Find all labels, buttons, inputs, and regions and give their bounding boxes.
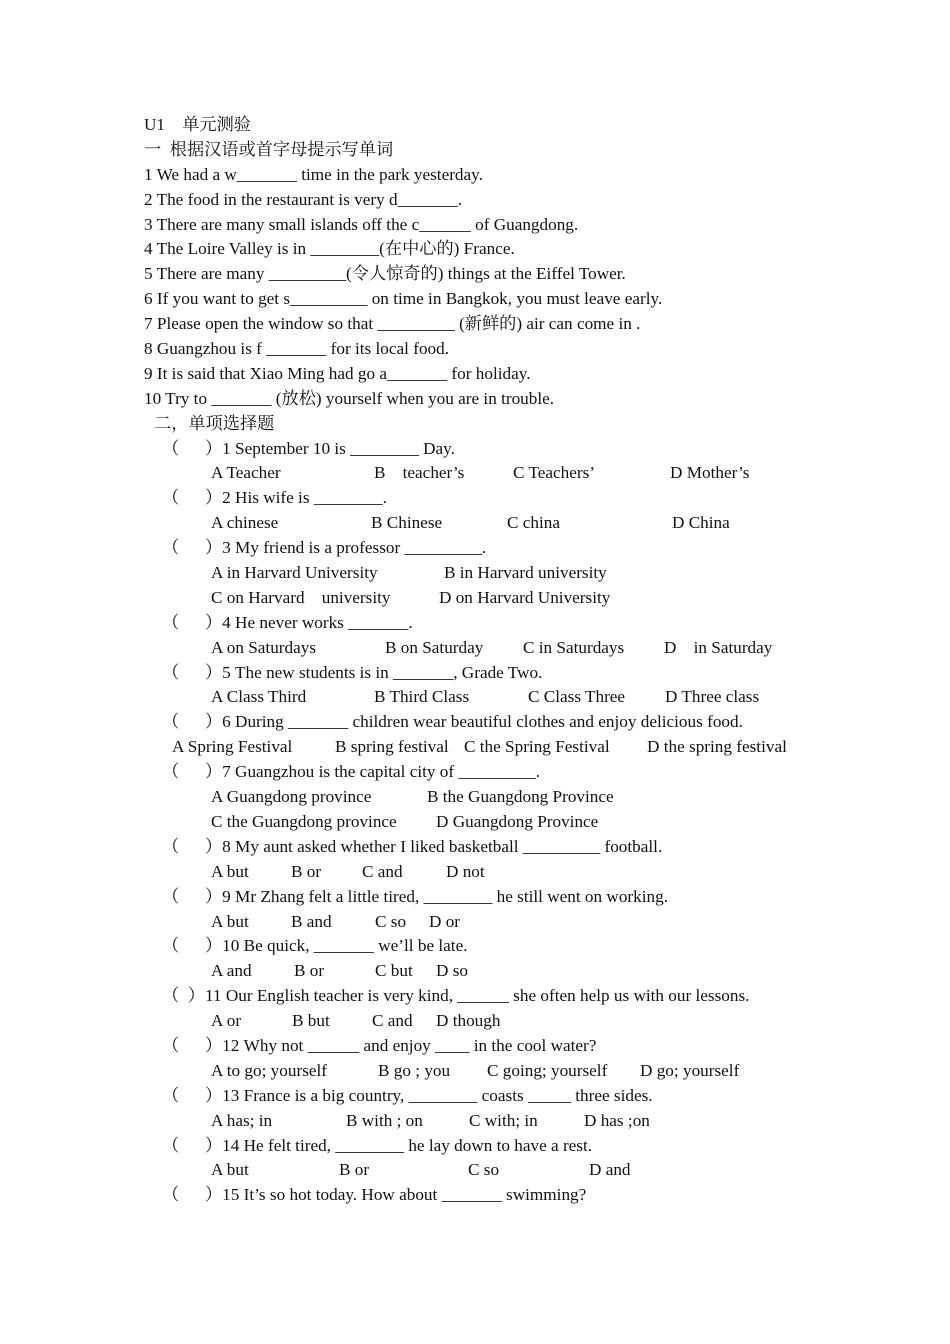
option: C with; in [469,1110,538,1130]
fill-item: 10 Try to _______ (放松) yourself when you are in trouble. [144,388,555,408]
option: A has; in [211,1110,273,1130]
option: D in Saturday [664,637,773,657]
option: D and [589,1160,631,1180]
options-row [0,685,950,710]
mc-question: （ ）13 France is a big country, ________ coasts _____ three sides. [162,1085,653,1105]
option: C going; yourself [487,1060,608,1080]
options-row [0,636,950,661]
options-row [0,461,950,486]
options-row [0,1059,950,1084]
option: B on Saturday [385,637,484,657]
options-row [0,586,950,611]
mc-question: （ ）2 His wife is ________. [162,488,387,508]
fill-item: 5 There are many _________(令人惊奇的) things at the Eiffel Tower. [144,264,626,284]
fill-item: 6 If you want to get s_________ on time in Bangkok, you must leave early. [144,289,663,309]
option: B go ; you [378,1060,451,1080]
option: A to go; yourself [211,1060,328,1080]
mc-question: （ ）4 He never works _______. [162,612,413,632]
option: C Class Three [528,687,626,707]
mc-question: （ ）10 Be quick, _______ we’ll be late. [162,936,468,956]
option: C the Spring Festival [464,737,610,757]
option: D China [672,513,730,533]
option: C and [372,1011,413,1031]
options-row [0,1109,950,1134]
options-row [0,511,950,536]
mc-question: （ ）12 Why not ______ and enjoy ____ in the cool water? [162,1035,597,1055]
option: C and [362,861,403,881]
option: A Teacher [211,463,281,483]
options-row [0,1158,950,1183]
option: B Chinese [371,513,443,533]
option: A but [211,1160,249,1180]
option: A Spring Festival [172,737,293,757]
option: A in Harvard University [211,563,378,583]
option: B Third Class [374,687,470,707]
option: D has ;on [584,1110,650,1130]
option: A on Saturdays [211,637,317,657]
option: D go; yourself [640,1060,740,1080]
option: B and [291,911,332,931]
mc-question: （ ）9 Mr Zhang felt a little tired, ________ he still went on working. [162,886,668,906]
option: A Guangdong province [211,787,372,807]
mc-question: （ ）7 Guangzhou is the capital city of _________. [162,762,541,782]
option: B with ; on [346,1110,423,1130]
option: B the Guangdong Province [427,787,614,807]
worksheet [0,113,950,1208]
options-row [0,860,950,885]
fill-item: 7 Please open the window so that _________ (新鲜的) air can come in . [144,314,641,334]
option: B or [339,1160,370,1180]
fill-item: 4 The Loire Valley is in ________(在中心的) France. [144,239,515,259]
options-row [0,785,950,810]
mc-question: （ ）5 The new students is in _______, Grade Two. [162,662,543,682]
mc-question: （ ）15 It’s so hot today. How about _______ swimming? [162,1185,587,1205]
option: D or [429,911,461,931]
option: A or [211,1011,242,1031]
options-row [0,959,950,984]
mc-question: （ ）1 September 10 is ________ Day. [162,438,455,458]
options-row [0,735,950,760]
fill-item: 8 Guangzhou is f _______ for its local food. [144,339,450,359]
option: D Guangdong Province [436,811,599,831]
mc-question: （ ）14 He felt tired, ________ he lay down to have a rest. [162,1135,593,1155]
option: D so [436,961,468,981]
option: C Teachers’ [513,463,595,483]
fill-item: 2 The food in the restaurant is very d_______. [144,189,463,209]
option: D Three class [665,687,760,707]
option: D though [436,1011,501,1031]
option: D the spring festival [647,737,787,757]
mc-question: （ ）6 During _______ children wear beautiful clothes and enjoy delicious food. [162,712,743,732]
option: C so [375,911,407,931]
option: B or [294,961,325,981]
option: B in Harvard university [444,563,607,583]
option: A chinese [211,513,279,533]
mc-question: （ ）8 My aunt asked whether I liked basketball _________ football. [162,836,663,856]
option: A but [211,911,249,931]
option: A Class Third [211,687,307,707]
option: B but [292,1011,330,1031]
section-2-heading: 二，单项选择题 [154,413,275,433]
option: D on Harvard University [439,587,611,607]
option: C china [507,513,560,533]
option: A but [211,861,249,881]
mc-question: （ ）3 My friend is a professor _________. [162,538,487,558]
option: B teacher’s [374,463,465,483]
fill-item: 3 There are many small islands off the c______ of Guangdong. [144,214,579,234]
option: B spring festival [335,737,449,757]
option: C on Harvard university [211,587,391,607]
option: C the Guangdong province [211,811,397,831]
fill-item: 9 It is said that Xiao Ming had go a_______ for holiday. [144,363,531,383]
page-title: U1 单元测验 [144,115,251,134]
option: B or [291,861,322,881]
options-row [0,561,950,586]
option: D Mother’s [670,463,750,483]
option: C but [375,961,413,981]
options-row [0,910,950,935]
fill-item: 1 We had a w_______ time in the park yesterday. [144,164,483,184]
options-row [0,1009,950,1034]
option: D not [446,861,485,881]
options-row [0,810,950,835]
mc-question: （ ）11 Our English teacher is very kind, ______ she often help us with our lessons. [162,986,750,1006]
section-1-heading: 一 根据汉语或首字母提示写单词 [144,139,394,159]
option: A and [211,961,252,981]
option: C so [468,1160,500,1180]
option: C in Saturdays [523,637,625,657]
